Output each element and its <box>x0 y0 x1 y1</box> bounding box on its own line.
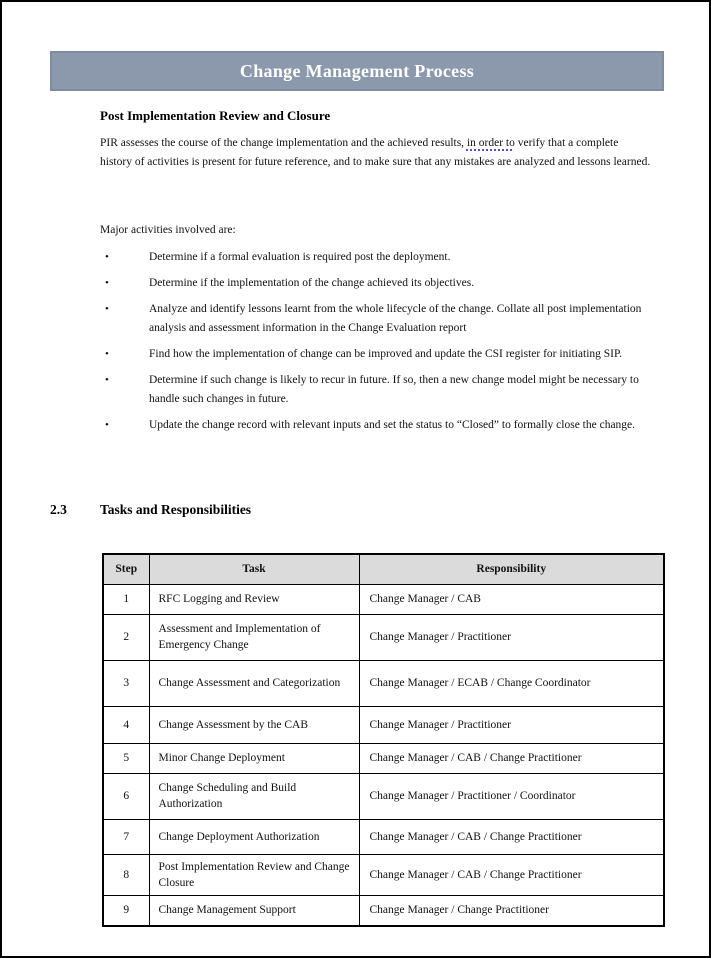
table-row <box>103 584 664 614</box>
grammar-flagged-text: in order to <box>466 137 515 149</box>
responsibility-cell: Change Manager / CAB / Change Practitioner <box>359 819 664 854</box>
section-heading-tasks <box>50 502 251 518</box>
table-row <box>103 773 664 819</box>
bullet-icon: • <box>105 374 109 386</box>
task-cell: Change Deployment Authorization <box>149 819 359 854</box>
pir-paragraph-before: PIR assesses the course of the change implementation and the achieved results, <box>100 137 467 149</box>
bullet-icon: • <box>105 251 109 263</box>
bullet-icon: • <box>105 277 109 289</box>
tasks-table <box>102 553 665 927</box>
step-cell: 3 <box>103 660 149 706</box>
tasks-table-container <box>102 553 665 927</box>
task-cell: RFC Logging and Review <box>149 584 359 614</box>
bullet-text: Update the change record with relevant inputs and set the status to “Closed” to formally close the change. <box>149 419 636 431</box>
bullet-item <box>100 345 660 364</box>
step-cell: 6 <box>103 773 149 819</box>
table-header-row <box>103 554 664 584</box>
document-title: Change Management Process <box>239 60 475 81</box>
task-cell: Post Implementation Review and Change Closure <box>149 854 359 895</box>
bullet-item <box>100 371 660 409</box>
step-cell: 9 <box>103 895 149 926</box>
task-cell: Change Assessment and Categorization <box>149 660 359 706</box>
bullet-text: Find how the implementation of change can be improved and update the CSI register for initiating SIP. <box>149 348 622 360</box>
responsibility-cell: Change Manager / ECAB / Change Coordinator <box>359 660 664 706</box>
responsibility-cell: Change Manager / Practitioner <box>359 706 664 743</box>
bullet-text: Determine if the implementation of the change achieved its objectives. <box>149 277 475 289</box>
section-heading-pir: Post Implementation Review and Closure <box>100 108 331 123</box>
list-intro: Major activities involved are: <box>100 224 236 236</box>
bullet-text: Analyze and identify lessons learnt from the whole lifecycle of the change. Collate all post implementation analysis and assessment information in the Change Evaluation report <box>149 303 642 334</box>
table-row <box>103 854 664 895</box>
bullet-text: Determine if such change is likely to recur in future. If so, then a new change model might be necessary to handle such changes in future. <box>149 374 639 405</box>
step-cell: 5 <box>103 743 149 773</box>
step-cell: 1 <box>103 584 149 614</box>
col-header-task: Task <box>149 554 359 584</box>
bullet-icon: • <box>105 419 109 431</box>
responsibility-cell: Change Manager / Practitioner <box>359 614 664 660</box>
responsibility-cell: Change Manager / CAB / Change Practitioner <box>359 854 664 895</box>
col-header-step: Step <box>103 554 149 584</box>
bullet-item <box>100 416 660 435</box>
responsibility-cell: Change Manager / Change Practitioner <box>359 895 664 926</box>
bullet-icon: • <box>105 303 109 315</box>
table-row <box>103 660 664 706</box>
bullet-icon: • <box>105 348 109 360</box>
step-cell: 8 <box>103 854 149 895</box>
task-cell: Minor Change Deployment <box>149 743 359 773</box>
table-row <box>103 895 664 926</box>
col-header-responsibility: Responsibility <box>359 554 664 584</box>
task-cell: Change Assessment by the CAB <box>149 706 359 743</box>
table-row <box>103 743 664 773</box>
section-heading-tasks-label: Tasks and Responsibilities <box>100 502 252 517</box>
section-number: 2.3 <box>50 502 67 517</box>
step-cell: 7 <box>103 819 149 854</box>
bullet-text: Determine if a formal evaluation is required post the deployment. <box>149 251 451 263</box>
title-banner <box>50 51 664 91</box>
bullet-item <box>100 248 660 267</box>
step-cell: 2 <box>103 614 149 660</box>
bullet-item <box>100 300 660 338</box>
pir-paragraph <box>100 134 652 172</box>
responsibility-cell: Change Manager / CAB <box>359 584 664 614</box>
responsibility-cell: Change Manager / CAB / Change Practitioner <box>359 743 664 773</box>
bullet-list <box>100 248 660 442</box>
responsibility-cell: Change Manager / Practitioner / Coordinator <box>359 773 664 819</box>
task-cell: Change Scheduling and Build Authorization <box>149 773 359 819</box>
table-row <box>103 819 664 854</box>
task-cell: Assessment and Implementation of Emergency Change <box>149 614 359 660</box>
table-row <box>103 614 664 660</box>
step-cell: 4 <box>103 706 149 743</box>
table-row <box>103 706 664 743</box>
bullet-item <box>100 274 660 293</box>
task-cell: Change Management Support <box>149 895 359 926</box>
pir-paragraph-after: verify that a complete history of activities is present for future reference, and to make sure that any mistakes are analyzed and lessons learned. <box>100 137 651 168</box>
